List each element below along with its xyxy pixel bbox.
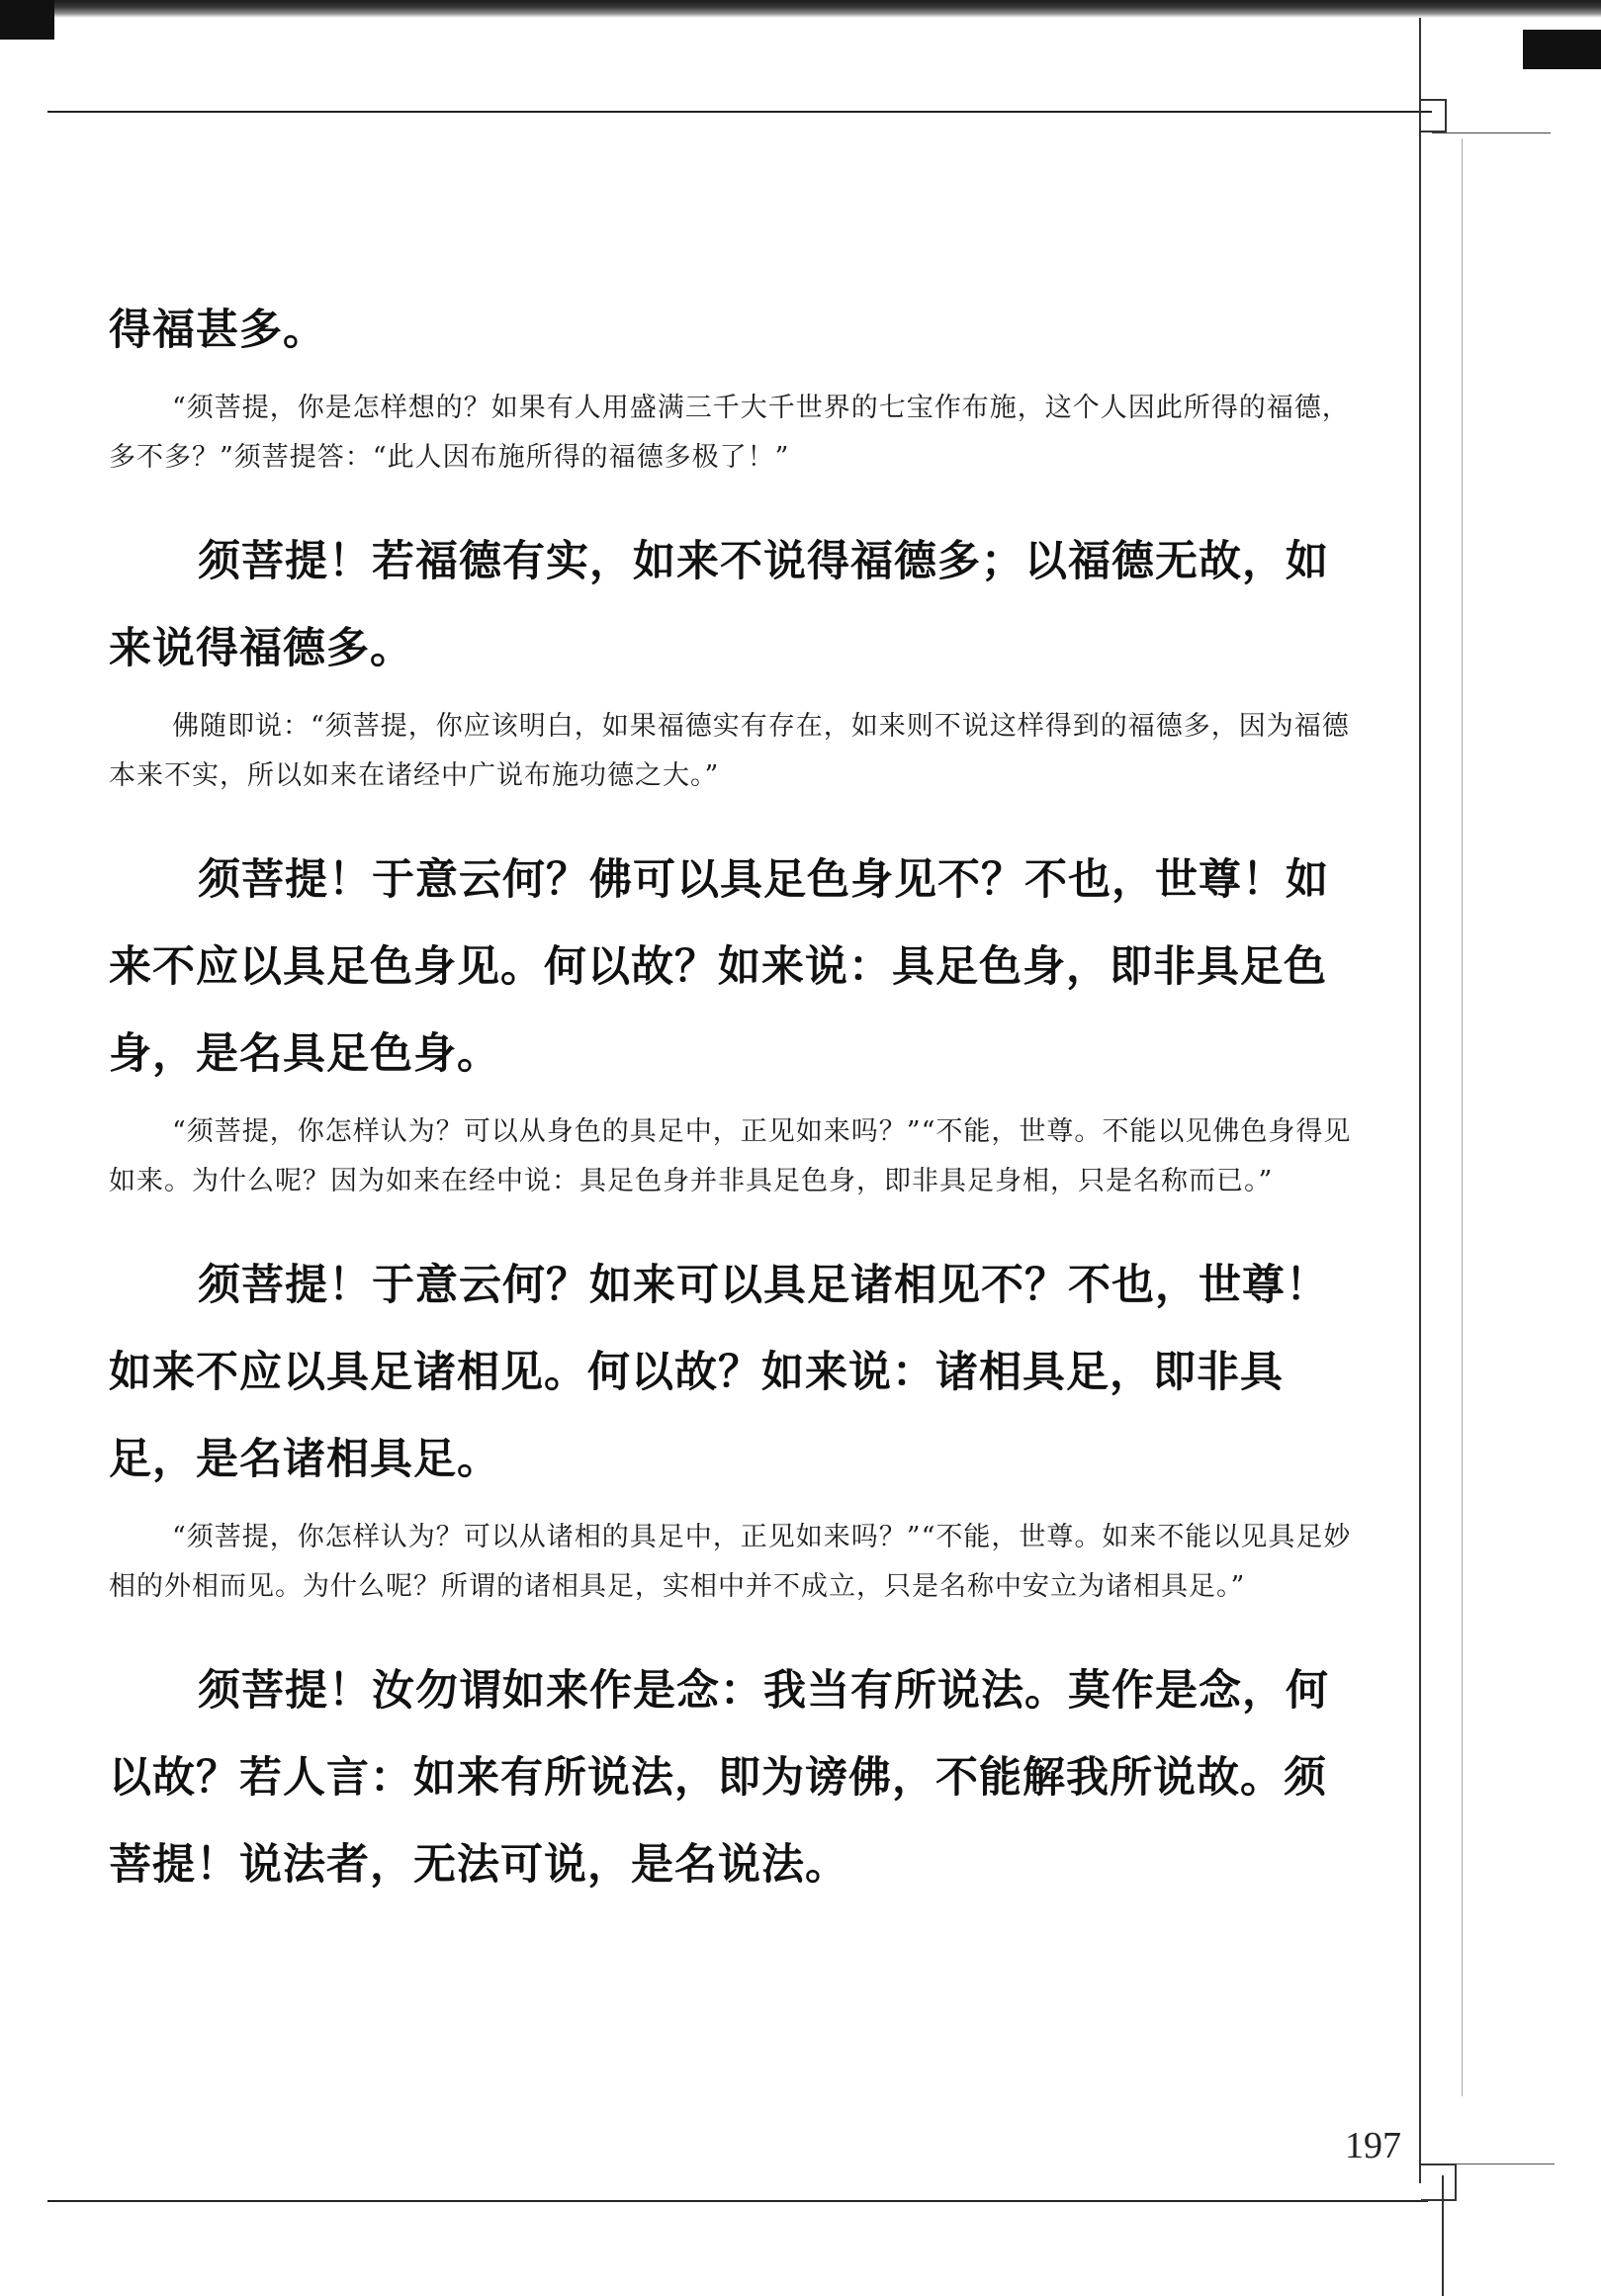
sutra-text-2: 须菩提！若福德有实，如来不说得福德多；以福德无故，如来说得福德多。 [109, 537, 1329, 673]
sutra-text-1: 得福甚多。 [109, 306, 326, 355]
sutra-text-3: 须菩提！于意云何？佛可以具足色身见不？不也，世尊！如来不应以具足色身见。何以故？如来说：具足色身，即非具足色身，是名具足色身。 [109, 855, 1329, 1079]
scan-edge-top [0, 0, 1601, 18]
header-rule [47, 111, 1432, 113]
footer-rule [47, 2200, 1428, 2202]
crop-mark-bottom [1421, 2164, 1457, 2201]
crop-mark-line [1432, 132, 1551, 133]
scan-mark-top-left [0, 0, 54, 40]
sutra-text-4: 须菩提！于意云何？如来可以具足诸相见不？不也，世尊！如来不应以具足诸相见。何以故？如来说：诸相具足，即非具足，是名诸相具足。 [109, 1261, 1329, 1484]
page-content [109, 287, 1370, 1908]
page-number: 197 [1345, 2125, 1401, 2166]
translation-2: 佛随即说：“须菩提，你应该明白，如果福德实有存在，如来则不说这样得到的福德多，因为福德本来不实，所以如来在诸经中广说布施功德之大。” [109, 711, 1350, 791]
page-edge-shadow [1462, 138, 1463, 2096]
translation-4: “须菩提，你怎样认为？可以从诸相的具足中，正见如来吗？”“不能，世尊。如来不能以见具足妙相的外相而见。为什么呢？所谓的诸相具足，实相中并不成立，只是名称中安立为诸相具足。” [109, 1522, 1352, 1602]
crop-mark-vertical [1442, 2175, 1444, 2296]
translation-3: “须菩提，你怎样认为？可以从身色的具足中，正见如来吗？”“不能，世尊。不能以见佛色身得见如来。为什么呢？因为如来在经中说：具足色身并非具足色身，即非具足身相，只是名称而已。” [109, 1116, 1352, 1196]
page-edge-line [1419, 18, 1421, 2183]
translation-1: “须菩提，你是怎样想的？如果有人用盛满三千大千世界的七宝作布施，这个人因此所得的福德，多不多？”须菩提答：“此人因布施所得的福德多极了！” [109, 393, 1350, 473]
sutra-text-5: 须菩提！汝勿谓如来作是念：我当有所说法。莫作是念，何以故？若人言：如来有所说法，即为谤佛，不能解我所说故。须菩提！说法者，无法可说，是名说法。 [109, 1666, 1329, 1890]
crop-mark-top [1419, 99, 1447, 132]
scan-mark-top-right [1523, 30, 1601, 69]
